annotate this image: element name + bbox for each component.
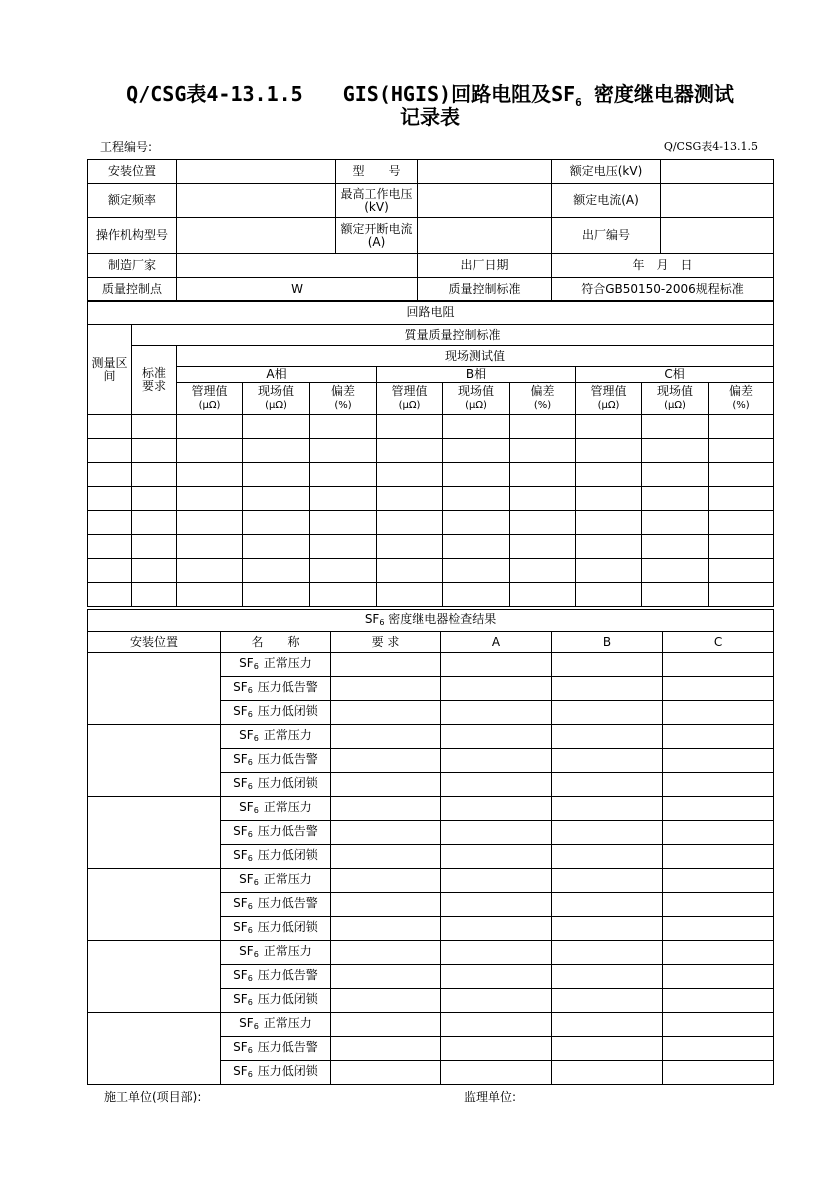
standard-requirement-header: 标准 要求: [132, 346, 177, 415]
loop-cell[interactable]: [132, 559, 177, 583]
loop-cell[interactable]: [132, 511, 177, 535]
loop-cell[interactable]: [709, 535, 774, 559]
sf6-item-alarm: $SF_6$ 压力低告警: [221, 1037, 331, 1061]
measure-interval-header: 测量区 间: [88, 325, 132, 415]
sf6-value-cell[interactable]: [552, 749, 663, 773]
rated-frequency-label: 额定频率: [88, 184, 177, 218]
sf6-value-cell[interactable]: [552, 917, 663, 941]
table-row: [88, 869, 774, 893]
sf6-item-lock: $SF_6$ 压力低闭锁: [221, 989, 331, 1013]
sf6-requirement-header: 要 求: [331, 632, 441, 653]
document-code: Q/CSG表4-13.1.5: [663, 140, 758, 153]
table-row: [88, 559, 774, 583]
phase-c-header: C相: [576, 367, 774, 383]
sf6-value-cell[interactable]: [441, 917, 552, 941]
loop-cell[interactable]: [310, 463, 377, 487]
loop-cell[interactable]: [377, 415, 443, 439]
breaking-current-label: 额定开断电流 (A): [336, 218, 418, 254]
loop-cell[interactable]: [177, 511, 243, 535]
serial-no-value[interactable]: [661, 218, 774, 254]
loop-cell[interactable]: [642, 463, 709, 487]
equipment-info-table: [87, 159, 774, 254]
sf6-value-cell[interactable]: [663, 845, 774, 869]
breaking-current-value[interactable]: [418, 218, 552, 254]
rated-voltage-value[interactable]: [661, 160, 774, 184]
sf6-value-cell[interactable]: [552, 965, 663, 989]
a-mgmt-header: 管理值 (μΩ): [177, 383, 243, 415]
sf6-value-cell[interactable]: [441, 821, 552, 845]
sf6-relay-rows: [88, 653, 774, 1085]
loop-cell[interactable]: [709, 511, 774, 535]
loop-cell[interactable]: [576, 583, 642, 607]
loop-cell[interactable]: [642, 439, 709, 463]
loop-cell[interactable]: [576, 415, 642, 439]
sf6-value-cell[interactable]: [441, 677, 552, 701]
model-label: 型 号: [336, 160, 418, 184]
loop-cell[interactable]: [443, 487, 510, 511]
sf6-name-header: 名 称: [221, 632, 331, 653]
model-value[interactable]: [418, 160, 552, 184]
mechanism-model-value[interactable]: [177, 218, 336, 254]
sf6-item-alarm: $SF_6$ 压力低告警: [221, 821, 331, 845]
quality-standard-header: 質量质量控制标准: [132, 325, 774, 346]
b-mgmt-header: 管理值 (μΩ): [377, 383, 443, 415]
sf6-value-cell[interactable]: [663, 773, 774, 797]
loop-cell[interactable]: [443, 439, 510, 463]
loop-resistance-section-title: 回路电阻: [88, 301, 774, 325]
field-values-header: 现场测试值: [177, 346, 774, 367]
qc-point-value: W: [177, 278, 418, 302]
sf6-value-cell[interactable]: [331, 797, 441, 821]
sf6-item-normal: $SF_6$ 正常压力: [221, 941, 331, 965]
loop-cell[interactable]: [377, 511, 443, 535]
sf6-value-cell[interactable]: [552, 989, 663, 1013]
rated-current-label: 额定电流(A): [552, 184, 661, 218]
loop-cell[interactable]: [177, 415, 243, 439]
loop-cell[interactable]: [243, 535, 310, 559]
sf6-value-cell[interactable]: [663, 917, 774, 941]
loop-cell[interactable]: [88, 559, 132, 583]
sf6-value-cell[interactable]: [552, 677, 663, 701]
loop-cell[interactable]: [510, 535, 576, 559]
page-title-line2: 记录表: [400, 105, 460, 129]
sf6-value-cell[interactable]: [552, 821, 663, 845]
page-title: Q/CSG表4-13.1.5 GIS(HGIS)回路电阻及$SF_6$ 密度继电器测试: [126, 82, 734, 109]
loop-cell[interactable]: [132, 583, 177, 607]
sf6-item-lock: $SF_6$ 压力低闭锁: [221, 1061, 331, 1085]
loop-cell[interactable]: [88, 415, 132, 439]
sf6-value-cell[interactable]: [552, 653, 663, 677]
loop-cell[interactable]: [88, 511, 132, 535]
sf6-item-alarm: $SF_6$ 压力低告警: [221, 677, 331, 701]
qc-point-label: 质量控制点: [88, 278, 177, 302]
sf6-item-lock: $SF_6$ 压力低闭锁: [221, 917, 331, 941]
table-row: [88, 583, 774, 607]
c-deviation-header: 偏差 (%): [709, 383, 774, 415]
sf6-value-cell[interactable]: [331, 1037, 441, 1061]
loop-cell[interactable]: [88, 583, 132, 607]
sf6-item-lock: $SF_6$ 压力低闭锁: [221, 701, 331, 725]
sf6-a-header: A: [441, 632, 552, 653]
sf6-value-cell[interactable]: [331, 869, 441, 893]
sf6-value-cell[interactable]: [663, 1061, 774, 1085]
a-field-header: 现场值 (μΩ): [243, 383, 310, 415]
loop-cell[interactable]: [243, 463, 310, 487]
max-voltage-label: 最高工作电压 (kV): [336, 184, 418, 218]
loop-cell[interactable]: [510, 559, 576, 583]
loop-cell[interactable]: [642, 487, 709, 511]
sf6-value-cell[interactable]: [552, 1061, 663, 1085]
sf6-item-lock: $SF_6$ 压力低闭锁: [221, 845, 331, 869]
sf6-location-cell[interactable]: [88, 1013, 221, 1085]
loop-resistance-rows: [88, 415, 774, 607]
loop-cell[interactable]: [243, 511, 310, 535]
sf6-location-cell[interactable]: [88, 653, 221, 725]
sf6-value-cell[interactable]: [552, 893, 663, 917]
loop-cell[interactable]: [443, 463, 510, 487]
table-row: [88, 653, 774, 677]
sf6-value-cell[interactable]: [441, 869, 552, 893]
sf6-value-cell[interactable]: [663, 749, 774, 773]
sf6-value-cell[interactable]: [552, 725, 663, 749]
loop-cell[interactable]: [642, 583, 709, 607]
loop-cell[interactable]: [310, 487, 377, 511]
sf6-value-cell[interactable]: [331, 941, 441, 965]
c-mgmt-header: 管理值 (μΩ): [576, 383, 642, 415]
rated-voltage-label: 额定电压(kV): [552, 160, 661, 184]
loop-cell[interactable]: [709, 463, 774, 487]
loop-cell[interactable]: [243, 439, 310, 463]
sf6-value-cell[interactable]: [331, 653, 441, 677]
sf6-value-cell[interactable]: [441, 653, 552, 677]
loop-cell[interactable]: [377, 487, 443, 511]
loop-cell[interactable]: [576, 511, 642, 535]
loop-cell[interactable]: [177, 535, 243, 559]
sf6-value-cell[interactable]: [552, 869, 663, 893]
loop-cell[interactable]: [310, 583, 377, 607]
sf6-value-cell[interactable]: [663, 941, 774, 965]
loop-cell[interactable]: [642, 535, 709, 559]
sf6-value-cell[interactable]: [331, 989, 441, 1013]
loop-cell[interactable]: [642, 415, 709, 439]
sf6-location-cell[interactable]: [88, 869, 221, 941]
loop-cell[interactable]: [177, 583, 243, 607]
max-voltage-value[interactable]: [418, 184, 552, 218]
sf6-value-cell[interactable]: [441, 989, 552, 1013]
loop-cell[interactable]: [243, 487, 310, 511]
sf6-b-header: B: [552, 632, 663, 653]
sf6-value-cell[interactable]: [663, 725, 774, 749]
loop-cell[interactable]: [243, 559, 310, 583]
loop-cell[interactable]: [510, 583, 576, 607]
sf6-item-normal: $SF_6$ 正常压力: [221, 869, 331, 893]
sf6-value-cell[interactable]: [663, 821, 774, 845]
table-row: [88, 1013, 774, 1037]
loop-cell[interactable]: [377, 463, 443, 487]
manufacturer-value[interactable]: [177, 254, 418, 278]
sf6-value-cell[interactable]: [441, 845, 552, 869]
sf6-value-cell[interactable]: [441, 749, 552, 773]
sf6-value-cell[interactable]: [663, 989, 774, 1013]
sf6-item-alarm: $SF_6$ 压力低告警: [221, 893, 331, 917]
sf6-value-cell[interactable]: [441, 725, 552, 749]
table-row: [88, 487, 774, 511]
loop-cell[interactable]: [510, 415, 576, 439]
loop-cell[interactable]: [177, 463, 243, 487]
sf6-value-cell[interactable]: [663, 677, 774, 701]
loop-cell[interactable]: [132, 415, 177, 439]
sf6-item-normal: $SF_6$ 正常压力: [221, 797, 331, 821]
loop-cell[interactable]: [132, 439, 177, 463]
sf6-value-cell[interactable]: [331, 965, 441, 989]
sf6-value-cell[interactable]: [552, 1013, 663, 1037]
a-deviation-header: 偏差 (%): [310, 383, 377, 415]
mechanism-model-label: 操作机构型号: [88, 218, 177, 254]
sf6-item-normal: $SF_6$ 正常压力: [221, 725, 331, 749]
loop-cell[interactable]: [132, 535, 177, 559]
sf6-value-cell[interactable]: [663, 1013, 774, 1037]
loop-cell[interactable]: [88, 439, 132, 463]
sf6-value-cell[interactable]: [552, 797, 663, 821]
loop-cell[interactable]: [576, 439, 642, 463]
supervision-unit-label: 监理单位:: [464, 1090, 517, 1104]
table-row: [88, 439, 774, 463]
rated-current-value[interactable]: [661, 184, 774, 218]
qc-standard-label: 质量控制标准: [418, 278, 552, 302]
sf6-value-cell[interactable]: [331, 893, 441, 917]
install-location-label: 安装位置: [88, 160, 177, 184]
loop-cell[interactable]: [510, 487, 576, 511]
loop-cell[interactable]: [709, 559, 774, 583]
loop-cell[interactable]: [510, 511, 576, 535]
loop-cell[interactable]: [443, 583, 510, 607]
loop-cell[interactable]: [310, 439, 377, 463]
sf6-location-cell[interactable]: [88, 941, 221, 1013]
loop-cell[interactable]: [88, 463, 132, 487]
manufacture-date-label: 出厂日期: [418, 254, 552, 278]
manufacture-date-value[interactable]: 年 月 日: [552, 254, 774, 278]
table-row: [88, 463, 774, 487]
loop-cell[interactable]: [310, 415, 377, 439]
sf6-value-cell[interactable]: [441, 1013, 552, 1037]
sf6-location-cell[interactable]: [88, 797, 221, 869]
loop-cell[interactable]: [576, 463, 642, 487]
manufacturer-table: [87, 253, 774, 302]
loop-cell[interactable]: [310, 511, 377, 535]
sf6-value-cell[interactable]: [663, 893, 774, 917]
loop-cell[interactable]: [443, 415, 510, 439]
table-row: [88, 725, 774, 749]
sf6-value-cell[interactable]: [441, 701, 552, 725]
sf6-c-header: C: [663, 632, 774, 653]
loop-cell[interactable]: [177, 487, 243, 511]
loop-cell[interactable]: [443, 559, 510, 583]
sf6-relay-table: [87, 609, 774, 1085]
loop-cell[interactable]: [310, 535, 377, 559]
loop-cell[interactable]: [642, 511, 709, 535]
sf6-value-cell[interactable]: [331, 917, 441, 941]
loop-cell[interactable]: [310, 559, 377, 583]
loop-cell[interactable]: [709, 439, 774, 463]
loop-cell[interactable]: [177, 559, 243, 583]
sf6-value-cell[interactable]: [441, 893, 552, 917]
sf6-value-cell[interactable]: [552, 1037, 663, 1061]
sf6-value-cell[interactable]: [441, 1037, 552, 1061]
sf6-value-cell[interactable]: [663, 965, 774, 989]
table-row: [88, 941, 774, 965]
loop-cell[interactable]: [243, 583, 310, 607]
sf6-value-cell[interactable]: [331, 821, 441, 845]
loop-cell[interactable]: [377, 583, 443, 607]
table-row: [88, 797, 774, 821]
sf6-value-cell[interactable]: [441, 1061, 552, 1085]
b-field-header: 现场值 (μΩ): [443, 383, 510, 415]
loop-cell[interactable]: [377, 535, 443, 559]
sf6-value-cell[interactable]: [552, 773, 663, 797]
serial-no-label: 出厂编号: [552, 218, 661, 254]
loop-cell[interactable]: [443, 511, 510, 535]
sf6-item-alarm: $SF_6$ 压力低告警: [221, 749, 331, 773]
construction-unit-label: 施工单位(项目部):: [104, 1090, 202, 1104]
loop-cell[interactable]: [243, 415, 310, 439]
c-field-header: 现场值 (μΩ): [642, 383, 709, 415]
phase-a-header: A相: [177, 367, 377, 383]
sf6-location-header: 安装位置: [88, 632, 221, 653]
sf6-section-title: $SF_6$ 密度继电器检查结果: [88, 610, 774, 632]
sf6-location-cell[interactable]: [88, 725, 221, 797]
loop-cell[interactable]: [88, 535, 132, 559]
loop-cell[interactable]: [709, 583, 774, 607]
loop-cell[interactable]: [510, 439, 576, 463]
table-row: [88, 511, 774, 535]
sf6-item-lock: $SF_6$ 压力低闭锁: [221, 773, 331, 797]
loop-cell[interactable]: [177, 439, 243, 463]
loop-cell[interactable]: [88, 487, 132, 511]
sf6-value-cell[interactable]: [331, 725, 441, 749]
loop-cell[interactable]: [132, 463, 177, 487]
sf6-value-cell[interactable]: [331, 749, 441, 773]
table-row: [88, 415, 774, 439]
loop-cell[interactable]: [709, 415, 774, 439]
sf6-value-cell[interactable]: [441, 965, 552, 989]
loop-cell[interactable]: [132, 487, 177, 511]
sf6-value-cell[interactable]: [552, 845, 663, 869]
sf6-value-cell[interactable]: [663, 653, 774, 677]
sf6-value-cell[interactable]: [663, 1037, 774, 1061]
loop-resistance-table: [87, 300, 774, 607]
sf6-value-cell[interactable]: [441, 797, 552, 821]
sf6-value-cell[interactable]: [331, 773, 441, 797]
loop-cell[interactable]: [510, 463, 576, 487]
sf6-value-cell[interactable]: [441, 941, 552, 965]
qc-standard-value: 符合GB50150-2006规程标准: [552, 278, 774, 302]
sf6-value-cell[interactable]: [663, 869, 774, 893]
install-location-value[interactable]: [177, 160, 336, 184]
sf6-value-cell[interactable]: [663, 797, 774, 821]
loop-cell[interactable]: [576, 559, 642, 583]
b-deviation-header: 偏差 (%): [510, 383, 576, 415]
loop-cell[interactable]: [377, 439, 443, 463]
sf6-value-cell[interactable]: [331, 845, 441, 869]
sf6-value-cell[interactable]: [663, 701, 774, 725]
sf6-value-cell[interactable]: [552, 941, 663, 965]
sf6-item-alarm: $SF_6$ 压力低告警: [221, 965, 331, 989]
sf6-value-cell[interactable]: [331, 1061, 441, 1085]
manufacturer-label: 制造厂家: [88, 254, 177, 278]
sf6-value-cell[interactable]: [331, 701, 441, 725]
loop-cell[interactable]: [377, 559, 443, 583]
loop-cell[interactable]: [642, 559, 709, 583]
phase-b-header: B相: [377, 367, 576, 383]
sf6-value-cell[interactable]: [331, 1013, 441, 1037]
sf6-value-cell[interactable]: [331, 677, 441, 701]
loop-cell[interactable]: [709, 487, 774, 511]
rated-frequency-value[interactable]: [177, 184, 336, 218]
sf6-value-cell[interactable]: [552, 701, 663, 725]
sf6-item-normal: $SF_6$ 正常压力: [221, 653, 331, 677]
loop-cell[interactable]: [576, 535, 642, 559]
table-row: [88, 535, 774, 559]
sf6-value-cell[interactable]: [441, 773, 552, 797]
loop-cell[interactable]: [443, 535, 510, 559]
project-number-label: 工程编号:: [100, 140, 153, 154]
sf6-item-normal: $SF_6$ 正常压力: [221, 1013, 331, 1037]
loop-cell[interactable]: [576, 487, 642, 511]
